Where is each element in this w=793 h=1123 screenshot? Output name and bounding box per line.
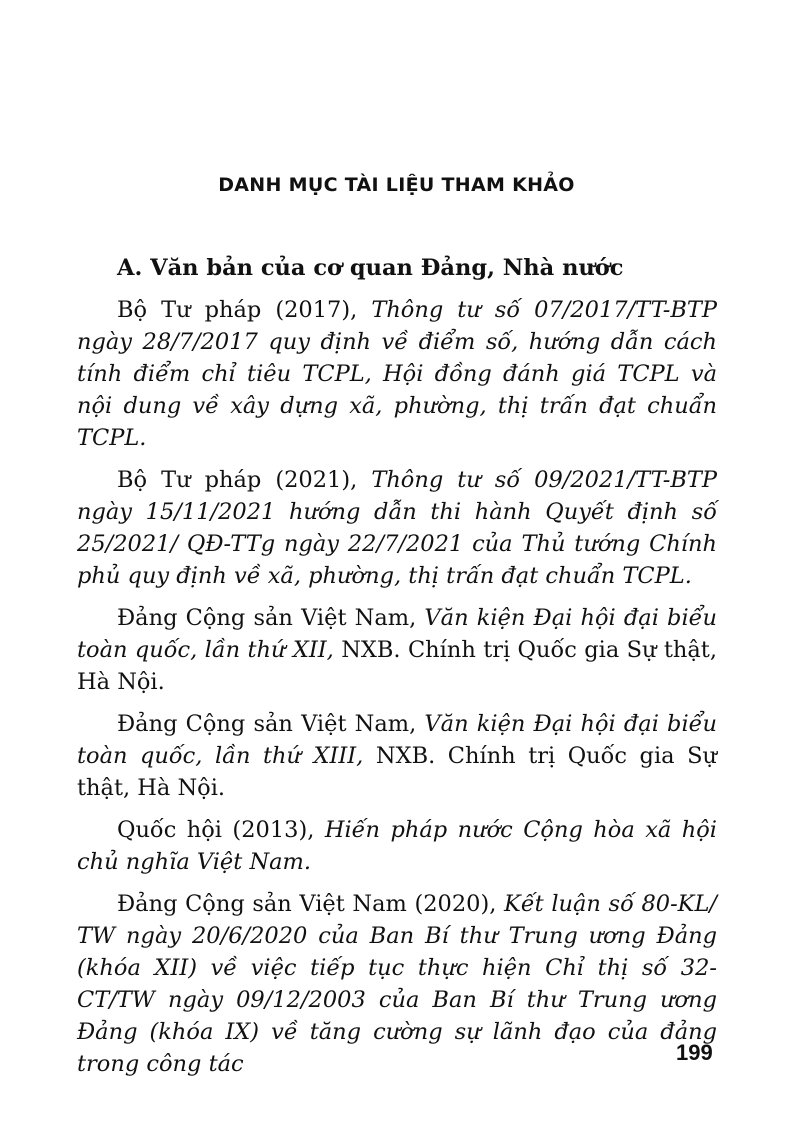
reference-publisher: NXB. Chính trị Quốc gia Sự thật, Hà Nội. — [77, 743, 717, 801]
reference-publisher: NXB. Chính trị Quốc gia Sự thật, Hà Nội. — [77, 637, 718, 695]
reference-entry — [77, 814, 717, 878]
reference-title: Thông tư số 09/2021/TT-BTP ngày 15/11/2021 hướng dẫn thi hành Quyết định số 25/2021/ QĐ-TTg ngày 22/7/2021 của Thủ tướng Chính phủ quy định về xã, phường, thị trấn đạt chuẩn TCPL. — [77, 467, 717, 589]
reference-entry — [77, 294, 717, 454]
reference-author: Đảng Cộng sản Việt Nam (2020), — [117, 891, 497, 917]
reference-title: Thông tư số 07/2017/TT-BTP ngày 28/7/2017 quy định về điểm số, hướng dẫn cách tính điểm chỉ tiêu TCPL, Hội đồng đánh giá TCPL và nội dung về xây dựng xã, phường, thị trấn đạt chuẩn TCPL. — [77, 297, 717, 451]
reference-entry — [77, 708, 717, 804]
reference-title: Kết luận số 80-KL/ TW ngày 20/6/2020 của Ban Bí thư Trung ương Đảng (khóa XII) về việc tiếp tục thực hiện Chỉ thị số 32-CT/TW ngày 09/12/2003 của Ban Bí thư Trung ương Đảng (khóa IX) về tăng cường sự lãnh đạo của đảng trong công tác — [77, 891, 718, 1077]
reference-author: Quốc hội (2013), — [117, 817, 315, 843]
reference-author: Bộ Tư pháp (2021), — [117, 467, 358, 493]
reference-author: Bộ Tư pháp (2017), — [117, 297, 358, 323]
reference-list — [77, 252, 717, 1080]
reference-author: Đảng Cộng sản Việt Nam, — [117, 605, 417, 631]
reference-entry — [77, 602, 717, 698]
reference-title: Văn kiện Đại hội đại biểu toàn quốc, lần thứ XII, — [77, 605, 717, 663]
reference-author: Đảng Cộng sản Việt Nam, — [117, 711, 417, 737]
reference-title: Hiến pháp nước Cộng hòa xã hội chủ nghĩa Việt Nam. — [77, 817, 717, 875]
section-heading: A. Văn bản của cơ quan Đảng, Nhà nước — [117, 255, 624, 281]
reference-entry — [77, 464, 717, 592]
reference-title: Văn kiện Đại hội đại biểu toàn quốc, lần thứ XIII, — [77, 711, 717, 769]
reference-entry — [77, 888, 717, 1080]
page-title: DANH MỤC TÀI LIỆU THAM KHẢO — [218, 174, 575, 196]
page-number: 199 — [676, 1040, 713, 1065]
